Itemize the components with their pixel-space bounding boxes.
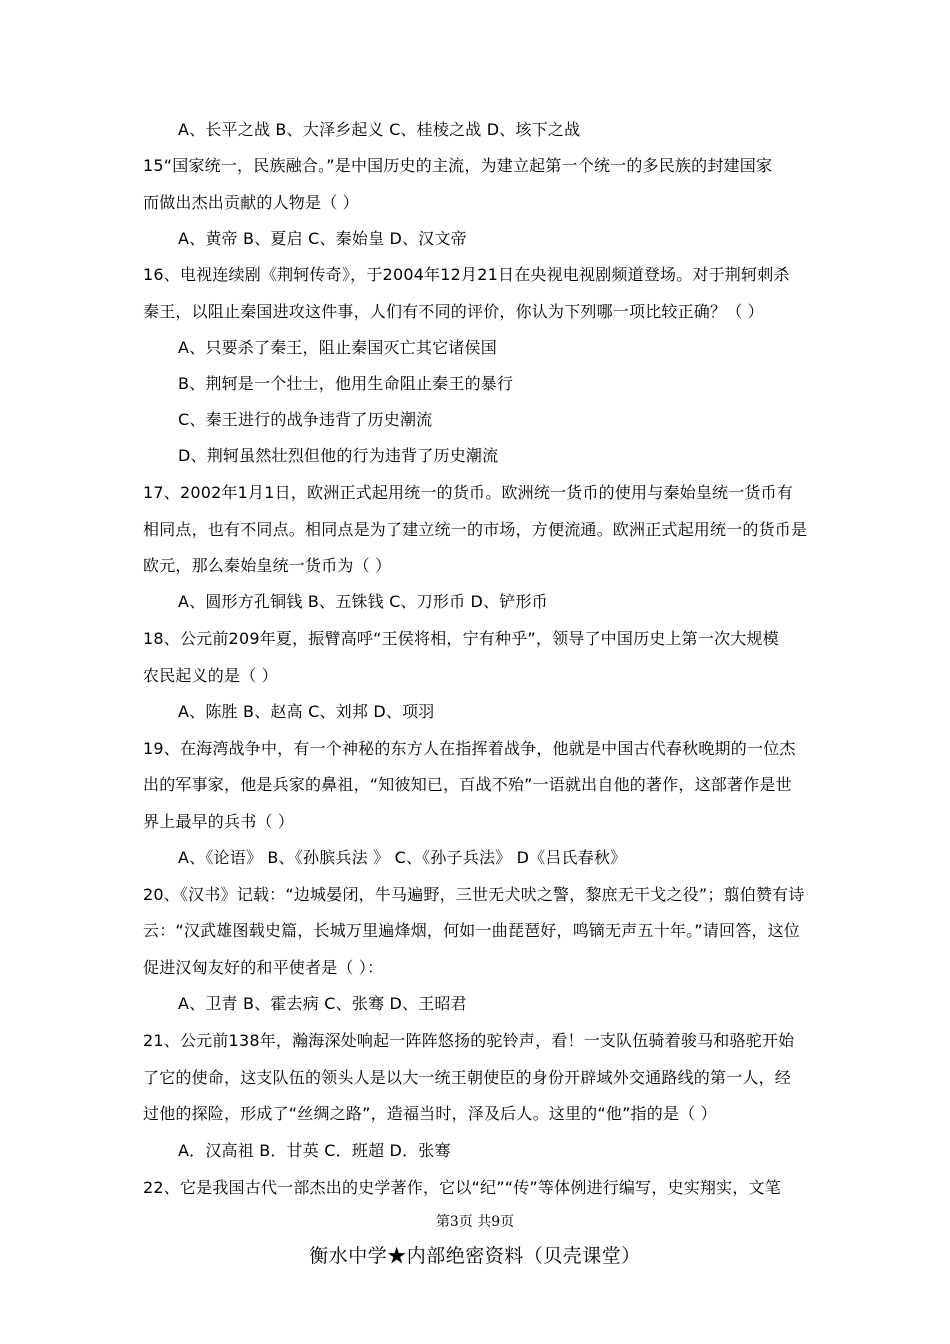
q19-text-line-1: 19、在海湾战争中，有一个神秘的东方人在指挥着战争，他就是中国古代春秋晚期的一位杰 bbox=[143, 739, 796, 758]
page-number: 第3页 共9页 bbox=[435, 1214, 515, 1230]
q21-text-line-1: 21、公元前138年，瀚海深处响起一阵阵悠扬的驼铃声，看！一支队伍骑着骏马和骆驼开始 bbox=[143, 1031, 795, 1050]
q15-text-line-1: 15“国家统一，民族融合。”是中国历史的主流，为建立起第一个统一的多民族的封建国家 bbox=[143, 156, 773, 175]
q17-options: A、圆形方孔铜钱 B、五铢钱 C、刀形币 D、铲形币 bbox=[178, 592, 548, 611]
q14-options: A、长平之战 B、大泽乡起义 C、桂棱之战 D、垓下之战 bbox=[178, 120, 581, 139]
q17-text-line-3: 欧元，那么秦始皇统一货币为（ ） bbox=[143, 556, 392, 575]
q16-option-b: B、荆轲是一个壮士，他用生命阻止秦王的暴行 bbox=[178, 374, 514, 393]
q17-text-line-1: 17、2002年1月1日，欧洲正式起用统一的货币。欧洲统一货币的使用与秦始皇统一货币有 bbox=[143, 483, 794, 502]
q18-options: A、陈胜 B、赵高 C、刘邦 D、项羽 bbox=[178, 702, 435, 721]
q19-text-line-2: 出的军事家，他是兵家的鼻祖，“知彼知已，百战不殆”一语就出自他的著作，这部著作是世 bbox=[143, 775, 792, 794]
q20-text-line-2: 云：“汉武雄图载史篇，长城万里遍烽烟，何如一曲琵琶好，鸣镝无声五十年。”请回答，这位 bbox=[143, 921, 800, 940]
q15-text-line-2: 而做出杰出贡献的人物是（ ） bbox=[143, 193, 359, 212]
footer-banner: 衡水中学★内部绝密资料（贝壳课堂） bbox=[309, 1245, 641, 1267]
q15-options: A、黄帝 B、夏启 C、秦始皇 D、汉文帝 bbox=[178, 229, 467, 248]
q19-options: A、《论语》 B、《孙膑兵法 》 C、《孙子兵法》 D《吕氏春秋》 bbox=[178, 848, 627, 867]
q21-text-line-3: 过他的探险，形成了“丝绸之路”，造福当时，泽及后人。这里的“他”指的是（ ） bbox=[143, 1104, 717, 1123]
q21-text-line-2: 了它的使命，这支队伍的领头人是以大一统王朝使臣的身份开辟域外交通路线的第一人，经 bbox=[143, 1068, 792, 1087]
q20-text-line-3: 促进汉匈友好的和平使者是（ ）： bbox=[143, 958, 384, 977]
q20-options: A、卫青 B、霍去病 C、张骞 D、王昭君 bbox=[178, 994, 467, 1013]
q21-options: A．汉高祖 B．甘英 C．班超 D．张骞 bbox=[178, 1141, 451, 1160]
q16-option-a: A、只要杀了秦王，阻止秦国灭亡其它诸侯国 bbox=[178, 338, 497, 357]
q18-text-line-2: 农民起义的是（ ） bbox=[143, 666, 278, 685]
q16-text-line-1: 16、电视连续剧《荆轲传奇》，于2004年12月21日在央视电视剧频道登场。对于荆轲刺杀 bbox=[143, 265, 790, 284]
q17-text-line-2: 相同点，也有不同点。相同点是为了建立统一的市场，方便流通。欧洲正式起用统一的货币是 bbox=[143, 520, 808, 539]
q16-option-d: D、荆轲虽然壮烈但他的行为违背了历史潮流 bbox=[178, 446, 499, 465]
q16-text-line-2: 秦王，以阻止秦国进攻这件事，人们有不同的评价，你认为下列哪一项比较正确？（ ） bbox=[143, 302, 764, 321]
q16-option-c: C、秦王进行的战争违背了历史潮流 bbox=[178, 410, 433, 429]
q20-text-line-1: 20、《汉书》记载：“边城晏闭，牛马遍野，三世无犬吠之警，黎庶无干戈之役”；翦伯赞有诗 bbox=[143, 885, 805, 904]
q18-text-line-1: 18、公元前209年夏，振臂高呼“王侯将相，宁有种乎”，领导了中国历史上第一次大规模 bbox=[143, 629, 779, 648]
q19-text-line-3: 界上最早的兵书（ ） bbox=[143, 812, 295, 831]
q22-text-line-1: 22、它是我国古代一部杰出的史学著作，它以“纪”“传”等体例进行编写，史实翔实，文笔 bbox=[143, 1178, 781, 1197]
